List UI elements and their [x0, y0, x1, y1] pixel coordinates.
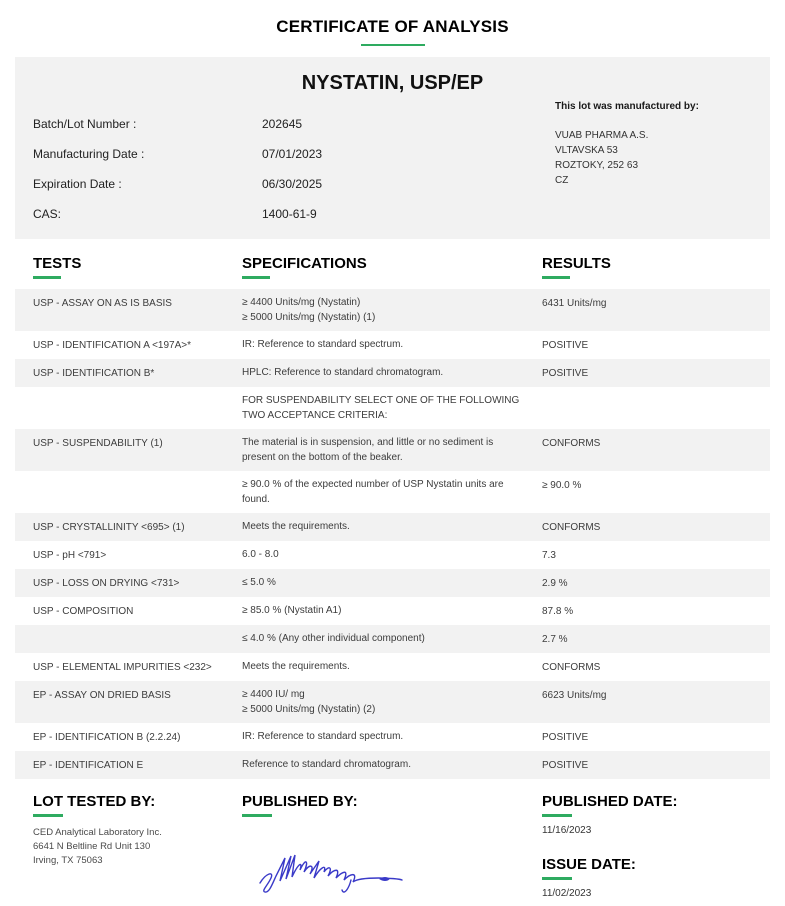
footer — [15, 793, 770, 906]
published-by-heading: PUBLISHED BY: — [242, 793, 358, 810]
manufacturer-heading: This lot was manufactured by: — [555, 101, 699, 112]
result-value: 7.3 — [542, 550, 556, 561]
table-row — [15, 653, 770, 681]
table-row — [15, 541, 770, 569]
test-name: USP - LOSS ON DRYING <731> — [33, 578, 180, 589]
manufacturer-lines — [555, 128, 755, 188]
lab-address-line: 6641 N Beltline Rd Unit 130 — [33, 841, 151, 852]
result-value: POSITIVE — [542, 760, 589, 771]
test-name: USP - ASSAY ON AS IS BASIS — [33, 298, 172, 309]
issue-date-underline — [542, 877, 572, 880]
result-value: POSITIVE — [542, 732, 589, 743]
product-field — [33, 199, 752, 229]
specifications-header-underline — [242, 276, 270, 279]
spec-line: ≤ 5.0 % — [242, 577, 276, 588]
test-name: USP - IDENTIFICATION A <197A>* — [33, 340, 192, 351]
result-value: 87.8 % — [542, 606, 574, 617]
field-value: 07/01/2023 — [262, 147, 323, 161]
tests-header-underline — [33, 276, 61, 279]
spec-line: ≥ 5000 Units/mg (Nystatin) (1) — [242, 312, 376, 323]
spec-line: Reference to standard chromatogram. — [242, 759, 411, 770]
result-value — [542, 393, 770, 423]
field-value: 06/30/2025 — [262, 177, 323, 191]
published-date-block — [542, 793, 770, 836]
table-body — [15, 289, 770, 779]
field-label: Manufacturing Date : — [33, 147, 145, 161]
spec-line: HPLC: Reference to standard chromatogram. — [242, 367, 444, 378]
spec-line: ≥ 5000 Units/mg (Nystatin) (2) — [242, 704, 376, 715]
spec-cell — [242, 547, 542, 563]
spec-line: ≥ 4400 IU/ mg — [242, 689, 305, 700]
manufacturer-line: VLTAVSKA 53 — [555, 145, 618, 156]
dates-section — [542, 793, 770, 906]
title-underline — [361, 44, 425, 46]
spec-cell — [242, 631, 542, 647]
spec-line: TWO ACCEPTANCE CRITERIA: — [242, 410, 388, 421]
issue-date-heading: ISSUE DATE: — [542, 856, 636, 873]
spec-cell — [242, 757, 542, 773]
issue-date-block — [542, 856, 770, 899]
test-name: EP - IDENTIFICATION B (2.2.24) — [33, 732, 181, 743]
signature — [252, 843, 542, 906]
manufacturer-line: CZ — [555, 175, 569, 186]
spec-cell — [242, 337, 542, 353]
lot-tested-by-underline — [33, 814, 63, 817]
lot-tested-by-heading: LOT TESTED BY: — [33, 793, 156, 810]
test-name: USP - CRYSTALLINITY <695> (1) — [33, 522, 185, 533]
table-header-row — [15, 239, 770, 289]
product-name: NYSTATIN, USP/EP — [301, 72, 484, 94]
field-label: Expiration Date : — [33, 177, 122, 191]
test-name — [15, 477, 242, 507]
results-header-label: RESULTS — [542, 255, 611, 272]
spec-cell — [242, 519, 542, 535]
spec-cell — [242, 295, 542, 325]
test-name: EP - IDENTIFICATION E — [33, 760, 144, 771]
result-value: CONFORMS — [542, 662, 601, 673]
spec-line: The material is in suspension, and little or no sediment is — [242, 437, 494, 448]
spec-line: Meets the requirements. — [242, 521, 350, 532]
spec-cell — [242, 575, 542, 591]
published-date-underline — [542, 814, 572, 817]
test-name — [15, 631, 242, 647]
table-row — [15, 723, 770, 751]
result-value: ≥ 90.0 % — [542, 480, 582, 491]
manufacturer-block — [555, 101, 755, 188]
spec-line: IR: Reference to standard spectrum. — [242, 339, 404, 350]
product-info-box — [15, 57, 770, 239]
table-row — [15, 751, 770, 779]
tests-header-label: TESTS — [33, 255, 82, 272]
table-row — [15, 597, 770, 625]
lab-address — [33, 826, 242, 868]
table-row — [15, 429, 770, 471]
test-name: USP - IDENTIFICATION B* — [33, 368, 155, 379]
spec-line: ≥ 4400 Units/mg (Nystatin) — [242, 297, 361, 308]
issue-date-value: 11/02/2023 — [542, 888, 592, 899]
results-table — [15, 239, 770, 779]
spec-cell — [242, 365, 542, 381]
manufacturer-line: ROZTOKY, 252 63 — [555, 160, 639, 171]
result-value: 2.9 % — [542, 578, 568, 589]
spec-cell — [242, 393, 542, 423]
test-name — [15, 393, 242, 423]
result-value: POSITIVE — [542, 340, 589, 351]
spec-line: ≤ 4.0 % (Any other individual component) — [242, 633, 425, 644]
table-row — [15, 471, 770, 513]
table-row — [15, 289, 770, 331]
column-header-results — [542, 255, 770, 279]
test-name: USP - ELEMENTAL IMPURITIES <232> — [33, 662, 212, 673]
field-label: CAS: — [33, 207, 62, 221]
result-value: CONFORMS — [542, 522, 601, 533]
field-value: 1400-61-9 — [262, 207, 317, 221]
spec-cell — [242, 687, 542, 717]
table-row — [15, 681, 770, 723]
table-row — [15, 513, 770, 541]
spec-line: FOR SUSPENDABILITY SELECT ONE OF THE FOLLOWING — [242, 395, 520, 406]
table-row — [15, 625, 770, 653]
table-row — [15, 387, 770, 429]
document-header — [0, 0, 785, 46]
field-label: Batch/Lot Number : — [33, 117, 137, 131]
spec-cell — [242, 729, 542, 745]
lab-address-line: CED Analytical Laboratory Inc. — [33, 827, 162, 838]
spec-cell — [242, 659, 542, 675]
column-header-specifications — [242, 255, 542, 279]
published-date-value: 11/16/2023 — [542, 825, 592, 836]
spec-cell — [242, 603, 542, 619]
document-title: CERTIFICATE OF ANALYSIS — [276, 17, 509, 36]
result-value: POSITIVE — [542, 368, 589, 379]
lot-tested-by-section — [15, 793, 242, 906]
lab-address-line: Irving, TX 75063 — [33, 855, 103, 866]
test-name: USP - pH <791> — [33, 550, 107, 561]
spec-line: present on the bottom of the beaker. — [242, 452, 403, 463]
test-name: USP - COMPOSITION — [33, 606, 134, 617]
spec-line: IR: Reference to standard spectrum. — [242, 731, 404, 742]
results-header-underline — [542, 276, 570, 279]
test-name: USP - SUSPENDABILITY (1) — [33, 438, 163, 449]
result-value: 2.7 % — [542, 634, 568, 645]
spec-line: 6.0 - 8.0 — [242, 549, 279, 560]
spec-cell — [242, 477, 542, 507]
table-row — [15, 359, 770, 387]
column-header-tests — [15, 255, 242, 279]
spec-line: ≥ 90.0 % of the expected number of USP Nystatin units are — [242, 479, 504, 490]
table-row — [15, 569, 770, 597]
specifications-header-label: SPECIFICATIONS — [242, 255, 367, 272]
published-by-section — [242, 793, 542, 906]
spec-line: Meets the requirements. — [242, 661, 350, 672]
spec-cell — [242, 435, 542, 465]
manufacturer-line: VUAB PHARMA A.S. — [555, 130, 649, 141]
result-value: CONFORMS — [542, 438, 601, 449]
spec-line: found. — [242, 494, 270, 505]
result-value: 6623 Units/mg — [542, 690, 607, 701]
published-date-heading: PUBLISHED DATE: — [542, 793, 678, 810]
spec-line: ≥ 85.0 % (Nystatin A1) — [242, 605, 342, 616]
published-by-underline — [242, 814, 272, 817]
field-value: 202645 — [262, 117, 303, 131]
test-name: EP - ASSAY ON DRIED BASIS — [33, 690, 171, 701]
result-value: 6431 Units/mg — [542, 298, 607, 309]
table-row — [15, 331, 770, 359]
